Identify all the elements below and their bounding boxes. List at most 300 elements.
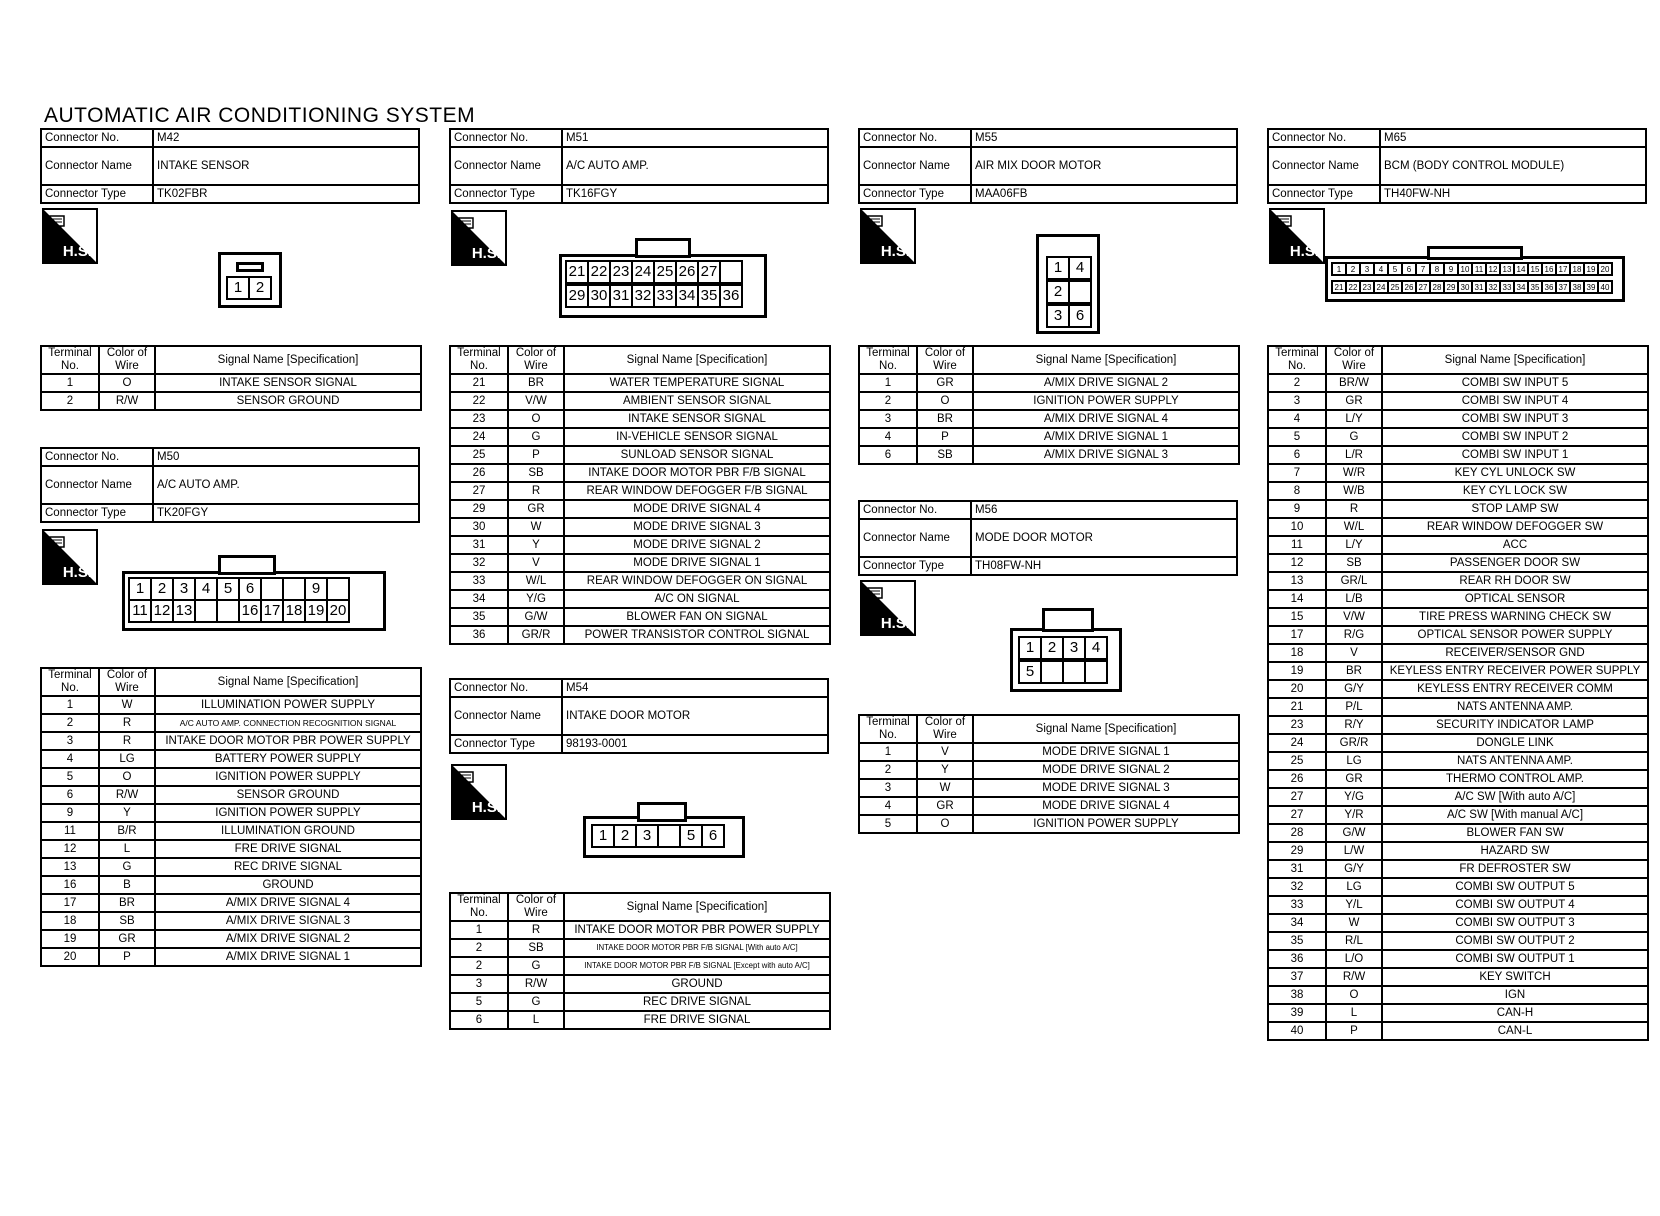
wire-color: R/W [508,975,564,993]
terminal-no: 29 [1268,842,1326,860]
connector-pin: 22 [1345,280,1361,294]
wire-color: GR [917,374,973,392]
signal-name: MODE DRIVE SIGNAL 4 [973,797,1239,815]
info-row [41,504,419,522]
table-row [450,993,830,1011]
connector-pin: 36 [1541,280,1557,294]
table-row [450,392,830,410]
wire-color: BR [1326,662,1382,680]
info-label: Connector Name [1268,147,1380,185]
terminal-no-header: Terminal No. [41,668,99,696]
pin-row [1046,280,1090,304]
hs-harness-side-icon [451,764,507,820]
signal-name-header: Signal Name [Specification] [155,346,421,374]
hs-label: H.S. [880,615,910,632]
table-row [41,894,421,912]
connector-pin: 12 [1485,262,1501,276]
table-row [450,608,830,626]
table-row [450,536,830,554]
signal-name: ACC [1382,536,1648,554]
connector-pin: 27 [697,260,721,284]
table-row [1268,374,1648,392]
color-of-wire-header: Color of Wire [917,715,973,743]
wire-color: G [508,428,564,446]
terminal-no: 2 [450,957,508,975]
signal-name: KEYLESS ENTRY RECEIVER COMM [1382,680,1648,698]
info-value: INTAKE DOOR MOTOR [562,697,828,735]
signal-name: INTAKE DOOR MOTOR PBR F/B SIGNAL [With auto A/C] [564,939,830,957]
info-value: MODE DOOR MOTOR [971,519,1237,557]
table-row [1268,716,1648,734]
terminal-no: 18 [41,912,99,930]
signal-name: INTAKE DOOR MOTOR PBR POWER SUPPLY [155,732,421,750]
terminal-no: 16 [41,876,99,894]
wire-color: G/W [508,608,564,626]
connector-pin: 2 [613,824,637,848]
terminal-no: 33 [450,572,508,590]
pin-row [1331,262,1611,276]
terminal-no: 20 [41,948,99,966]
connector-pin: 29 [565,284,589,308]
terminal-no: 22 [450,392,508,410]
terminal-no: 13 [41,858,99,876]
connector-pin: 13 [172,599,196,623]
connector-pin: 31 [609,284,633,308]
connector-pin: 3 [172,577,196,601]
signal-name: A/C SW [With manual A/C] [1382,806,1648,824]
wire-color: L [508,1011,564,1029]
pin-row [1331,280,1611,294]
wire-color: SB [508,939,564,957]
wire-color: O [99,374,155,392]
info-row [859,519,1237,557]
connector-m50 [40,447,420,963]
terminal-no: 27 [450,482,508,500]
table-row [1268,878,1648,896]
info-value: M56 [971,501,1237,519]
signal-name: INTAKE DOOR MOTOR PBR F/B SIGNAL [564,464,830,482]
terminal-header-row [859,715,1239,743]
connector-pin: 28 [1429,280,1445,294]
connector-pin: 16 [1541,262,1557,276]
table-row [1268,950,1648,968]
terminal-no-header: Terminal No. [1268,346,1326,374]
connector-pin: 4 [1373,262,1389,276]
pin-row [128,599,348,623]
info-value: TH08FW-NH [971,557,1237,575]
terminal-table-wrap [449,892,829,1030]
terminal-no: 19 [41,930,99,948]
connector-pin: 11 [128,599,152,623]
info-label: Connector No. [450,129,562,147]
info-value: M50 [153,448,419,466]
color-of-wire-header: Color of Wire [508,346,564,374]
hs-harness-side-icon [860,208,916,264]
table-row [1268,860,1648,878]
terminal-no: 24 [450,428,508,446]
connector-pin: 9 [1443,262,1459,276]
wire-color: SB [1326,554,1382,572]
connector-pin: 1 [226,276,250,300]
table-row [859,743,1239,761]
wire-color: R/W [1326,968,1382,986]
connector-pin: 36 [719,284,743,308]
connector-latch [637,802,687,822]
signal-name: MODE DRIVE SIGNAL 1 [973,743,1239,761]
info-value: M42 [153,129,419,147]
table-row [1268,590,1648,608]
signal-name: MODE DRIVE SIGNAL 4 [564,500,830,518]
info-value: 98193-0001 [562,735,828,753]
connector-pin [1040,660,1064,684]
wire-color: R/Y [1326,716,1382,734]
info-row [41,129,419,147]
table-row [450,957,830,975]
terminal-no: 35 [450,608,508,626]
wire-color: GR/R [1326,734,1382,752]
connector-pin: 30 [1457,280,1473,294]
terminal-no: 1 [450,921,508,939]
signal-name: SENSOR GROUND [155,786,421,804]
table-row [450,446,830,464]
info-row [1268,147,1646,185]
signal-name: REC DRIVE SIGNAL [155,858,421,876]
terminal-no: 11 [41,822,99,840]
table-row [41,768,421,786]
terminal-no: 21 [450,374,508,392]
info-label: Connector Name [41,147,153,185]
table-row [1268,500,1648,518]
signal-name: COMBI SW OUTPUT 5 [1382,878,1648,896]
connector-pin: 13 [1499,262,1515,276]
terminal-no: 36 [1268,950,1326,968]
table-row [450,1011,830,1029]
info-label: Connector Name [450,147,562,185]
signal-name: GROUND [155,876,421,894]
info-row [41,185,419,203]
connector-m51 [449,128,829,641]
signal-name: ILLUMINATION POWER SUPPLY [155,696,421,714]
wire-color: W/L [508,572,564,590]
table-row [450,500,830,518]
terminal-no: 20 [1268,680,1326,698]
info-value: AIR MIX DOOR MOTOR [971,147,1237,185]
signal-name: FRE DRIVE SIGNAL [155,840,421,858]
pin-row [591,824,723,848]
signal-name: INTAKE DOOR MOTOR PBR POWER SUPPLY [564,921,830,939]
wire-color: W/R [1326,464,1382,482]
table-row [1268,914,1648,932]
connector-pin: 6 [701,824,725,848]
wire-color: P [99,948,155,966]
terminal-no: 37 [1268,968,1326,986]
table-row [450,554,830,572]
terminal-no: 29 [450,500,508,518]
wire-color: SB [99,912,155,930]
terminal-no: 17 [1268,626,1326,644]
connector-pin [657,824,681,848]
hs-harness-side-icon [1269,208,1325,264]
terminal-no: 30 [450,518,508,536]
signal-name: NATS ANTENNA AMP. [1382,752,1648,770]
terminal-no-header: Terminal No. [450,346,508,374]
signal-name: IGNITION POWER SUPPLY [155,804,421,822]
terminal-no: 8 [1268,482,1326,500]
terminal-no-header: Terminal No. [859,715,917,743]
connector-info-table [858,128,1238,204]
table-row [859,374,1239,392]
terminal-no: 35 [1268,932,1326,950]
connector-icon [48,214,68,232]
connector-pin: 17 [260,599,284,623]
signal-name: OPTICAL SENSOR POWER SUPPLY [1382,626,1648,644]
wire-color: L/B [1326,590,1382,608]
connector-pin [216,599,240,623]
terminal-no: 25 [1268,752,1326,770]
terminal-no: 26 [450,464,508,482]
terminal-no: 2 [859,761,917,779]
wire-color: R/G [1326,626,1382,644]
connector-pin: 37 [1555,280,1571,294]
terminal-table-wrap [1267,345,1647,1041]
wire-color: L/R [1326,446,1382,464]
terminal-no: 38 [1268,986,1326,1004]
table-row [1268,392,1648,410]
terminal-no: 27 [1268,806,1326,824]
terminal-no: 40 [1268,1022,1326,1040]
info-value: M55 [971,129,1237,147]
connector-pin: 23 [609,260,633,284]
signal-name: TIRE PRESS WARNING CHECK SW [1382,608,1648,626]
wire-color: W/B [1326,482,1382,500]
terminal-no: 23 [450,410,508,428]
table-row [859,446,1239,464]
connector-icon [457,216,477,234]
signal-name: REC DRIVE SIGNAL [564,993,830,1011]
table-row [1268,896,1648,914]
connector-icon [1275,214,1295,232]
info-label: Connector No. [41,448,153,466]
hs-label: H.S. [880,243,910,260]
wire-color: V/W [1326,608,1382,626]
signal-name: COMBI SW OUTPUT 4 [1382,896,1648,914]
terminal-no: 12 [41,840,99,858]
signal-name-header: Signal Name [Specification] [155,668,421,696]
connector-pin: 27 [1415,280,1431,294]
signal-name: CAN-H [1382,1004,1648,1022]
table-row [1268,464,1648,482]
signal-name: AMBIENT SENSOR SIGNAL [564,392,830,410]
signal-name: FRE DRIVE SIGNAL [564,1011,830,1029]
terminal-no-header: Terminal No. [859,346,917,374]
info-value: MAA06FB [971,185,1237,203]
table-row [1268,770,1648,788]
terminal-no: 18 [1268,644,1326,662]
connector-pin: 33 [1499,280,1515,294]
terminal-no: 7 [1268,464,1326,482]
wire-color: L/W [1326,842,1382,860]
info-label: Connector No. [450,679,562,697]
signal-name: HAZARD SW [1382,842,1648,860]
signal-name: A/C ON SIGNAL [564,590,830,608]
table-row [859,815,1239,833]
terminal-no: 24 [1268,734,1326,752]
signal-name: COMBI SW OUTPUT 3 [1382,914,1648,932]
wire-color: LG [1326,878,1382,896]
signal-name: COMBI SW INPUT 2 [1382,428,1648,446]
table-row [1268,968,1648,986]
signal-name: MODE DRIVE SIGNAL 2 [564,536,830,554]
connector-pin: 22 [587,260,611,284]
terminal-no: 5 [1268,428,1326,446]
wire-color: GR/R [508,626,564,644]
terminal-no-header: Terminal No. [41,346,99,374]
terminal-no: 4 [1268,410,1326,428]
terminal-no: 32 [450,554,508,572]
connector-pin: 8 [1429,262,1445,276]
terminal-no: 4 [859,797,917,815]
info-label: Connector No. [859,501,971,519]
wire-color: W/L [1326,518,1382,536]
connector-pin: 3 [1062,636,1086,660]
wire-color: Y [99,804,155,822]
terminal-no: 3 [41,732,99,750]
table-row [1268,824,1648,842]
signal-name: KEY SWITCH [1382,968,1648,986]
signal-name: IGNITION POWER SUPPLY [973,392,1239,410]
wire-color: R/L [1326,932,1382,950]
wire-color: V [508,554,564,572]
color-of-wire-header: Color of Wire [917,346,973,374]
table-row [450,374,830,392]
table-row [1268,788,1648,806]
terminal-table [40,345,422,411]
info-value: M65 [1380,129,1646,147]
wire-color: O [99,768,155,786]
wire-color: P [917,428,973,446]
table-row [859,779,1239,797]
table-row [41,840,421,858]
signal-name: KEY CYL LOCK SW [1382,482,1648,500]
table-row [450,518,830,536]
connector-pin: 39 [1583,280,1599,294]
terminal-no: 6 [41,786,99,804]
wire-color: SB [508,464,564,482]
connector-pin: 11 [1471,262,1487,276]
info-row [450,129,828,147]
signal-name: THERMO CONTROL AMP. [1382,770,1648,788]
signal-name: BLOWER FAN SW [1382,824,1648,842]
connector-latch [635,238,691,258]
color-of-wire-header: Color of Wire [99,346,155,374]
table-row [41,714,421,732]
signal-name: MODE DRIVE SIGNAL 1 [564,554,830,572]
terminal-no: 3 [450,975,508,993]
signal-name: COMBI SW OUTPUT 2 [1382,932,1648,950]
info-value: BCM (BODY CONTROL MODULE) [1380,147,1646,185]
signal-name: IGNITION POWER SUPPLY [155,768,421,786]
info-row [41,147,419,185]
connector-pin: 5 [216,577,240,601]
terminal-no: 5 [859,815,917,833]
info-label: Connector Type [41,185,153,203]
wire-color: B/R [99,822,155,840]
connector-pin: 26 [1401,280,1417,294]
table-row [1268,752,1648,770]
signal-name: OPTICAL SENSOR [1382,590,1648,608]
signal-name: KEY CYL UNLOCK SW [1382,464,1648,482]
terminal-no: 2 [41,714,99,732]
terminal-no: 33 [1268,896,1326,914]
table-row [1268,662,1648,680]
table-row [41,858,421,876]
terminal-no: 13 [1268,572,1326,590]
connector-pin: 4 [194,577,218,601]
wire-color: P [1326,1022,1382,1040]
wire-color: L/Y [1326,410,1382,428]
table-row [1268,482,1648,500]
connector-pin: 31 [1471,280,1487,294]
connector-pin: 12 [150,599,174,623]
color-of-wire-header: Color of Wire [508,893,564,921]
wire-color: P/L [1326,698,1382,716]
connector-pin: 2 [1046,280,1070,304]
pin-row [1018,660,1106,684]
terminal-no: 23 [1268,716,1326,734]
terminal-no: 1 [859,374,917,392]
table-row [1268,572,1648,590]
info-label: Connector Type [859,557,971,575]
terminal-table [1267,345,1649,1041]
pin-row [1046,304,1090,328]
signal-name-header: Signal Name [Specification] [1382,346,1648,374]
wire-color: V [917,743,973,761]
table-row [859,392,1239,410]
terminal-header-row [41,346,421,374]
connector-pin: 5 [1387,262,1403,276]
table-row [1268,644,1648,662]
terminal-no: 36 [450,626,508,644]
terminal-no: 15 [1268,608,1326,626]
table-row [450,572,830,590]
wire-color: R/W [99,392,155,410]
signal-name: A/MIX DRIVE SIGNAL 1 [155,948,421,966]
pin-row [1046,256,1090,280]
connector-pin: 1 [1331,262,1347,276]
table-row [859,797,1239,815]
table-row [1268,554,1648,572]
connector-icon [48,535,68,553]
table-row [41,948,421,966]
connector-pin: 4 [1084,636,1108,660]
signal-name: IGNITION POWER SUPPLY [973,815,1239,833]
info-label: Connector Type [41,504,153,522]
signal-name: POWER TRANSISTOR CONTROL SIGNAL [564,626,830,644]
signal-name: BLOWER FAN ON SIGNAL [564,608,830,626]
connector-pin: 3 [1359,262,1375,276]
connector-pin: 7 [1415,262,1431,276]
table-row [41,804,421,822]
wire-color: G [508,957,564,975]
connector-pin: 1 [591,824,615,848]
connector-pin: 34 [675,284,699,308]
wire-color: G/Y [1326,680,1382,698]
connector-pin: 10 [1457,262,1473,276]
hs-label: H.S. [471,245,501,262]
connector-pin: 18 [282,599,306,623]
signal-name: COMBI SW INPUT 4 [1382,392,1648,410]
connector-pin: 32 [1485,280,1501,294]
